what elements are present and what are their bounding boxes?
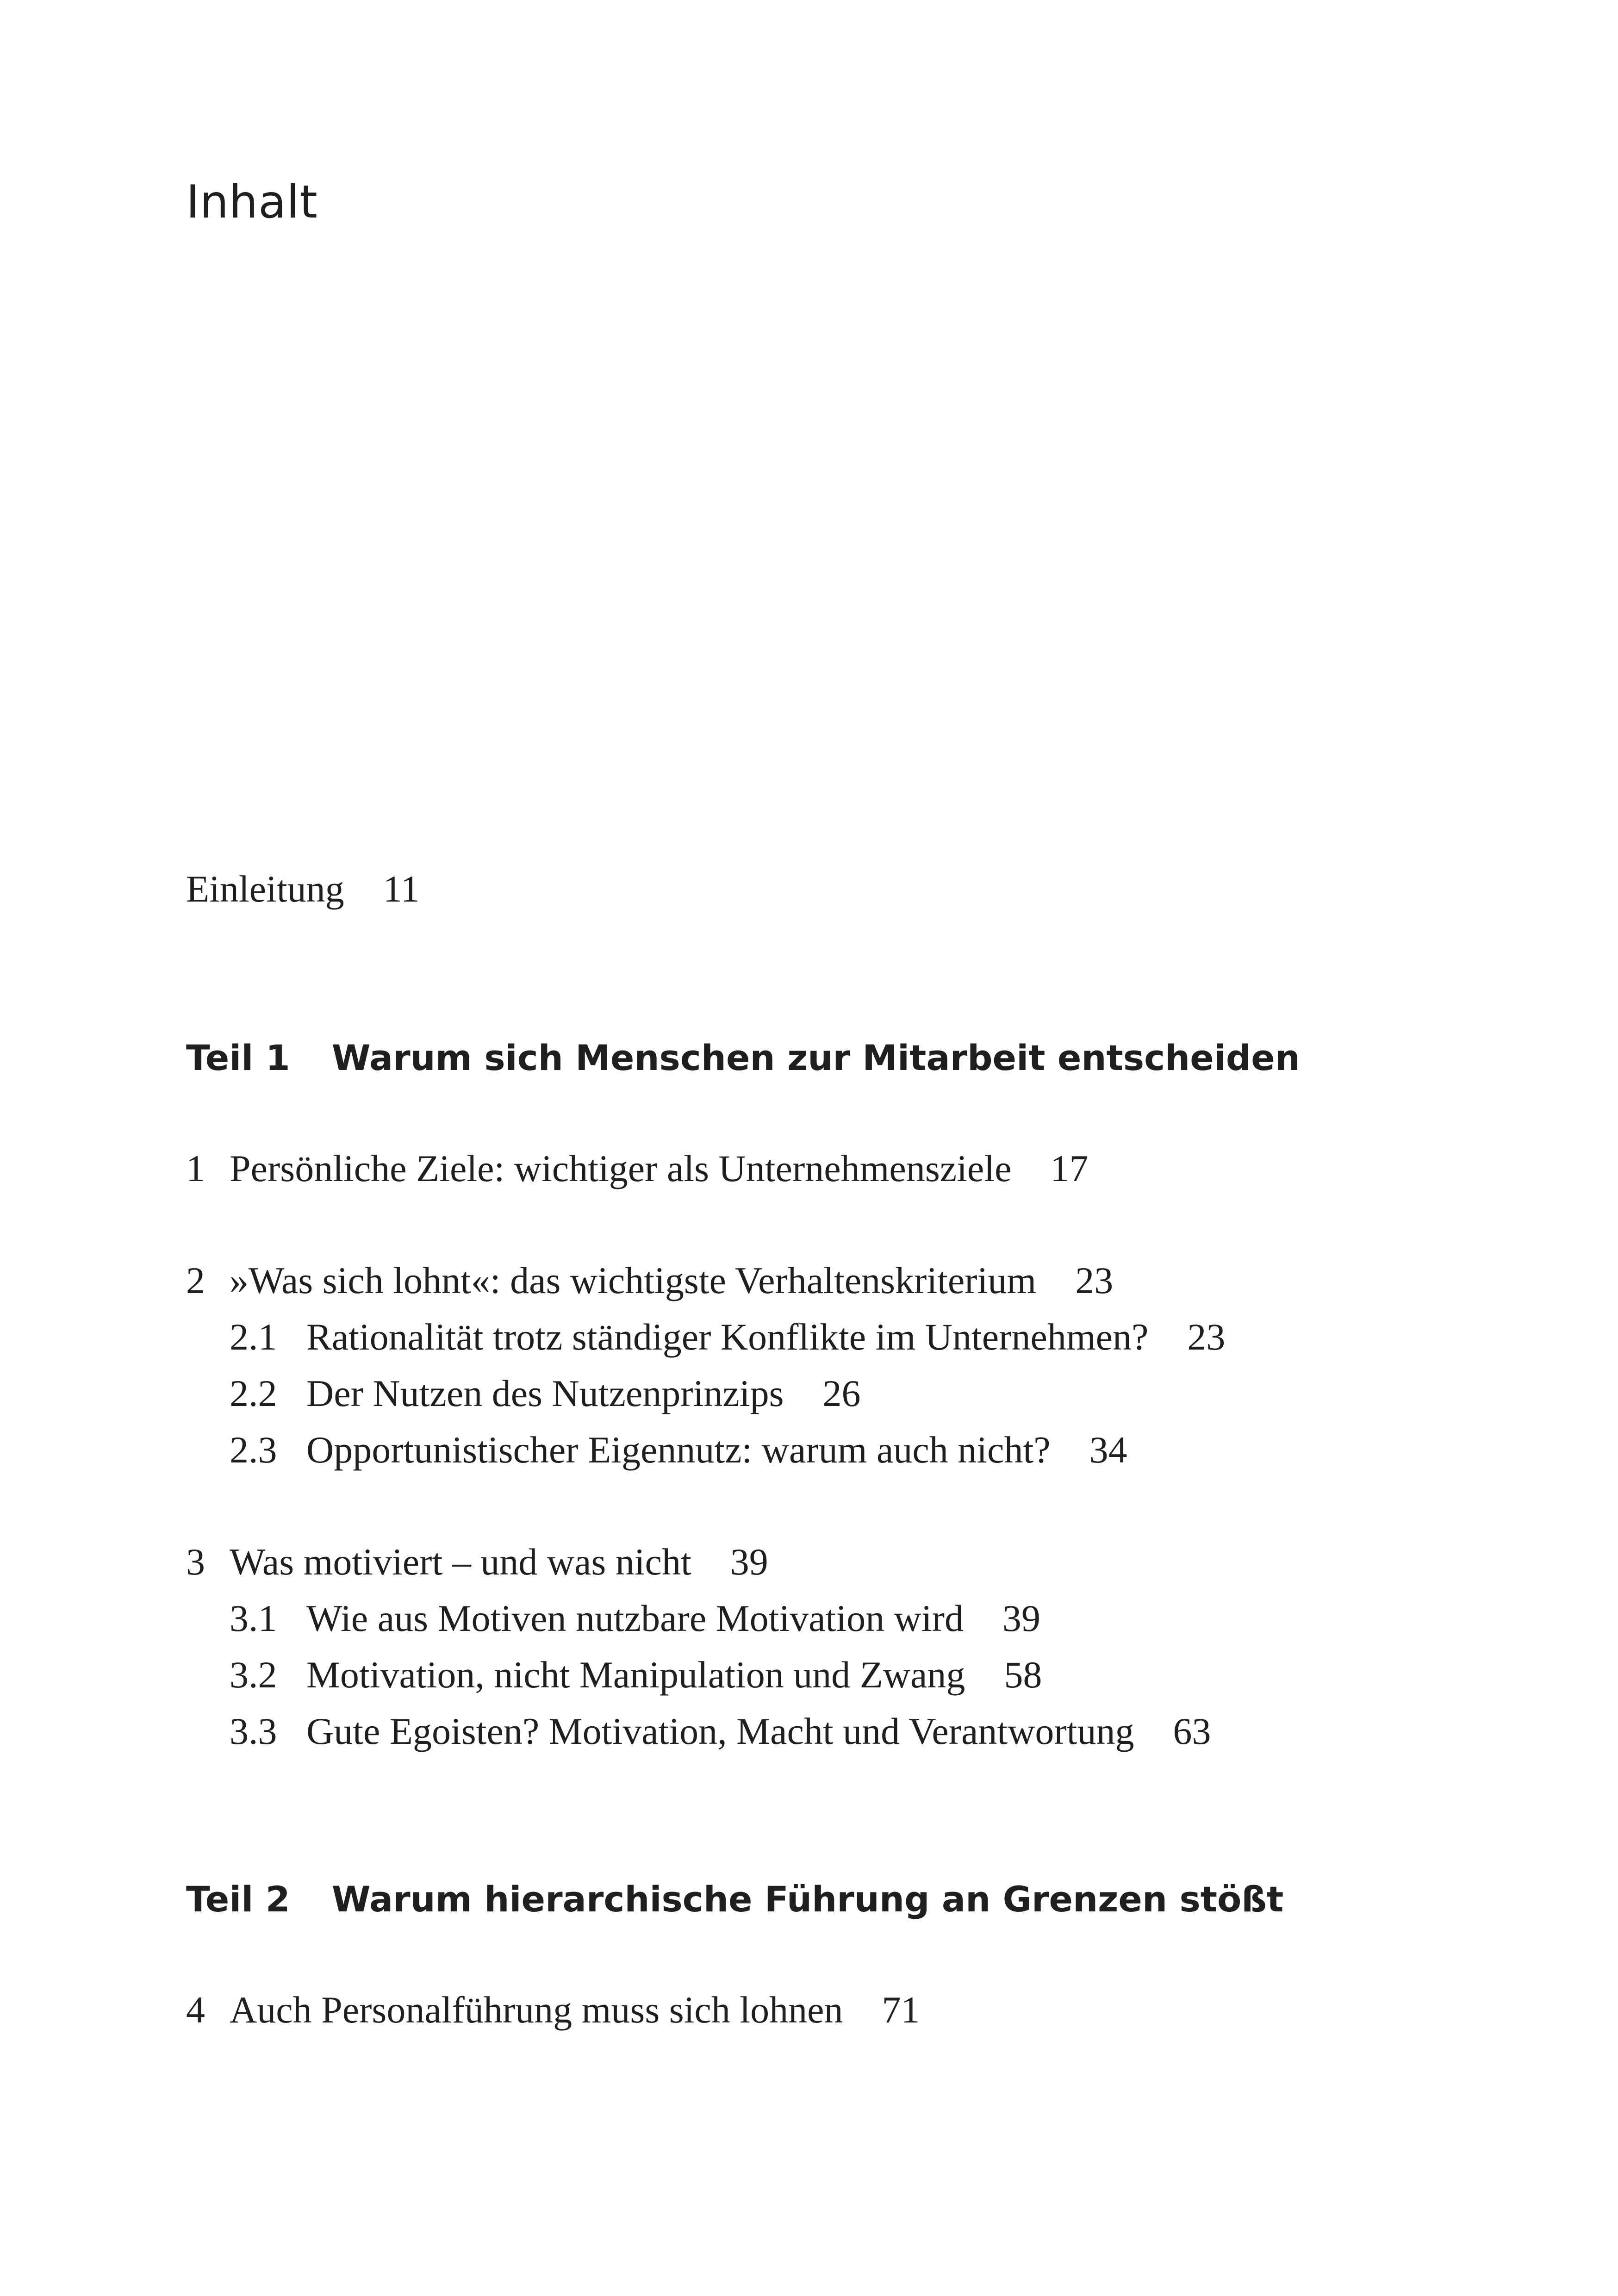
part-label: Teil 1 <box>186 1037 290 1078</box>
section-title: Motivation, nicht Manipulation und Zwang <box>306 1654 965 1696</box>
section-number: 2.1 <box>230 1316 277 1358</box>
section-title: Opportunistischer Eigennutz: warum auch nicht? <box>306 1429 1051 1471</box>
toc-chapter-2[interactable] <box>186 1259 1114 1301</box>
section-number: 3.2 <box>230 1654 277 1696</box>
part-label: Teil 2 <box>186 1879 290 1920</box>
toc-section-3-1[interactable] <box>230 1599 1040 1637</box>
toc-page-number: 23 <box>1075 1259 1114 1301</box>
toc-part-2[interactable] <box>186 1879 1284 1920</box>
part-title: Warum sich Menschen zur Mitarbeit entscheiden <box>331 1037 1300 1078</box>
toc-chapter-4[interactable] <box>186 1991 920 2029</box>
toc-page-number: 58 <box>1004 1654 1042 1696</box>
toc-page-number: 63 <box>1173 1710 1211 1752</box>
section-number: 2.2 <box>230 1372 277 1414</box>
chapter-title: Persönliche Ziele: wichtiger als Unternehmensziele <box>230 1147 1012 1189</box>
chapter-number: 3 <box>186 1541 205 1583</box>
toc-part-1[interactable] <box>186 1037 1300 1078</box>
toc-section-3-2[interactable] <box>230 1656 1042 1694</box>
section-number: 3.3 <box>230 1710 277 1752</box>
toc-section-2-2[interactable] <box>230 1372 861 1414</box>
section-title: Gute Egoisten? Motivation, Macht und Verantwortung <box>306 1710 1134 1752</box>
section-title: Der Nutzen des Nutzenprinzips <box>306 1372 784 1414</box>
toc-section-2-1[interactable] <box>230 1318 1225 1356</box>
toc-section-3-3[interactable] <box>230 1712 1211 1750</box>
toc-entry-title: Einleitung <box>186 868 344 910</box>
toc-entry-intro[interactable] <box>186 870 420 908</box>
toc-page-number: 17 <box>1050 1147 1089 1189</box>
chapter-number: 4 <box>186 1989 205 2031</box>
toc-page-number: 26 <box>822 1372 861 1414</box>
page-title: Inhalt <box>186 176 318 229</box>
chapter-title: Auch Personalführung muss sich lohnen <box>230 1989 843 2031</box>
toc-chapter-3[interactable] <box>186 1543 768 1581</box>
chapter-title: Was motiviert – und was nicht <box>230 1541 691 1583</box>
chapter-title: »Was sich lohnt«: das wichtigste Verhaltenskriterium <box>230 1259 1037 1301</box>
toc-page-number: 71 <box>882 1989 920 2031</box>
part-title: Warum hierarchische Führung an Grenzen stößt <box>331 1879 1284 1920</box>
section-title: Wie aus Motiven nutzbare Motivation wird <box>306 1597 964 1639</box>
toc-page-number: 11 <box>383 868 420 910</box>
toc-section-2-3[interactable] <box>230 1431 1127 1469</box>
chapter-number: 2 <box>186 1259 205 1301</box>
toc-chapter-1[interactable] <box>186 1147 1089 1189</box>
toc-page-number: 39 <box>1002 1597 1040 1639</box>
toc-page-number: 34 <box>1089 1429 1127 1471</box>
chapter-number: 1 <box>186 1147 205 1189</box>
section-number: 3.1 <box>230 1597 277 1639</box>
toc-page-number: 23 <box>1187 1316 1226 1358</box>
toc-page-number: 39 <box>730 1541 768 1583</box>
section-number: 2.3 <box>230 1429 277 1471</box>
section-title: Rationalität trotz ständiger Konflikte im Unternehmen? <box>306 1316 1149 1358</box>
